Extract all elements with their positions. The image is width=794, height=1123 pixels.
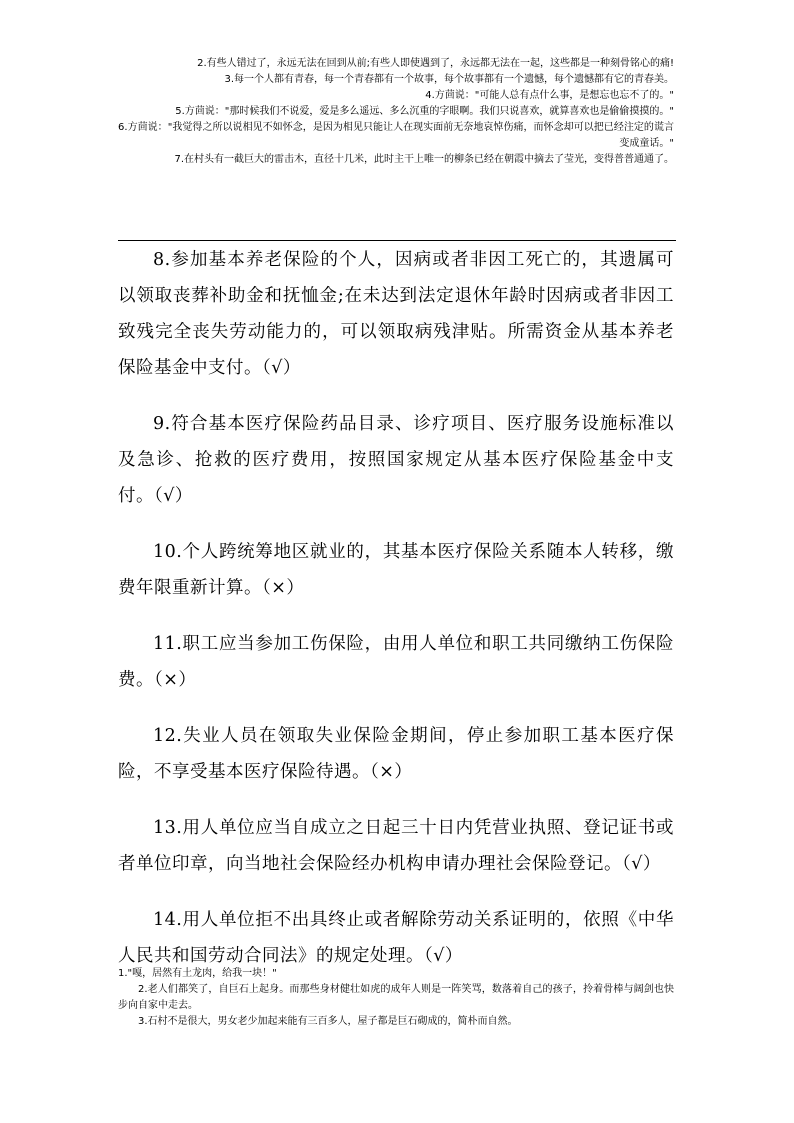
footer-note: 1."嘎，居然有土龙肉，给我一块！" (118, 968, 277, 979)
question-item: 13.用人单位应当自成立之日起三十日内凭营业执照、登记证书或者单位印章，向当地社会保险经办机构申请办理社会保险登记。（√） (118, 818, 674, 874)
header-note: 7.在村头有一截巨大的雷击木，直径十几米，此时主干上唯一的柳条已经在朝霞中摘去了莹光，变得普普通通了。 (174, 154, 674, 165)
question-item: 12.失业人员在领取失业保险金期间，停止参加职工基本医疗保险，不享受基本医疗保险待遇。（×） (118, 726, 674, 782)
divider-line (118, 240, 676, 241)
header-note: 4.方茴说："可能人总有点什么事，是想忘也忘不了的。" (425, 90, 674, 101)
question-item: 10.个人跨统筹地区就业的，其基本医疗保险关系随本人转移，缴费年限重新计算。（×） (118, 542, 674, 598)
question-item: 9.符合基本医疗保险药品目录、诊疗项目、医疗服务设施标准以及急诊、抢救的医疗费用，按照国家规定从基本医疗保险基金中支付。（√） (118, 414, 674, 506)
header-notes (118, 56, 674, 168)
footer-note: 2.老人们都笑了，自巨石上起身。而那些身材健壮如虎的成年人则是一阵笑骂，数落着自己的孩子，拎着骨棒与阔剑也快步向自家中走去。 (118, 984, 674, 1011)
header-note: 5.方茴说："那时候我们不说爱，爱是多么遥远、多么沉重的字眼啊。我们只说喜欢，就算喜欢也是偷偷摸摸的。" (175, 106, 674, 117)
footer-note: 3.石村不是很大，男女老少加起来能有三百多人，屋子都是巨石砌成的，简朴而自然。 (138, 1016, 518, 1027)
main-content (118, 242, 674, 994)
question-item: 8.参加基本养老保险的个人，因病或者非因工死亡的，其遗属可以领取丧葬补助金和抚恤金;在未达到法定退休年龄时因病或者非因工致残完全丧失劳动能力的，可以领取病残津贴。所需资金从基本养老保险基金中支付。（√） (118, 250, 674, 378)
header-note: 6.方茴说："我觉得之所以说相见不如怀念，是因为相见只能让人在现实面前无奈地哀悼伤痛，而怀念却可以把已经注定的谎言变成童话。" (118, 122, 674, 149)
question-item: 11.职工应当参加工伤保险，由用人单位和职工共同缴纳工伤保险费。（×） (118, 634, 674, 690)
question-item: 14.用人单位拒不出具终止或者解除劳动关系证明的，依照《中华人民共和国劳动合同法》的规定处理。（√） (118, 910, 674, 966)
header-note: 3.每一个人都有青春，每一个青春都有一个故事，每个故事都有一个遗憾，每个遗憾都有它的青春美。 (224, 74, 674, 85)
footer-notes (118, 966, 674, 1030)
header-note: 2.有些人错过了，永远无法在回到从前;有些人即使遇到了，永远都无法在一起，这些都是一种刻骨铭心的痛! (197, 58, 674, 69)
